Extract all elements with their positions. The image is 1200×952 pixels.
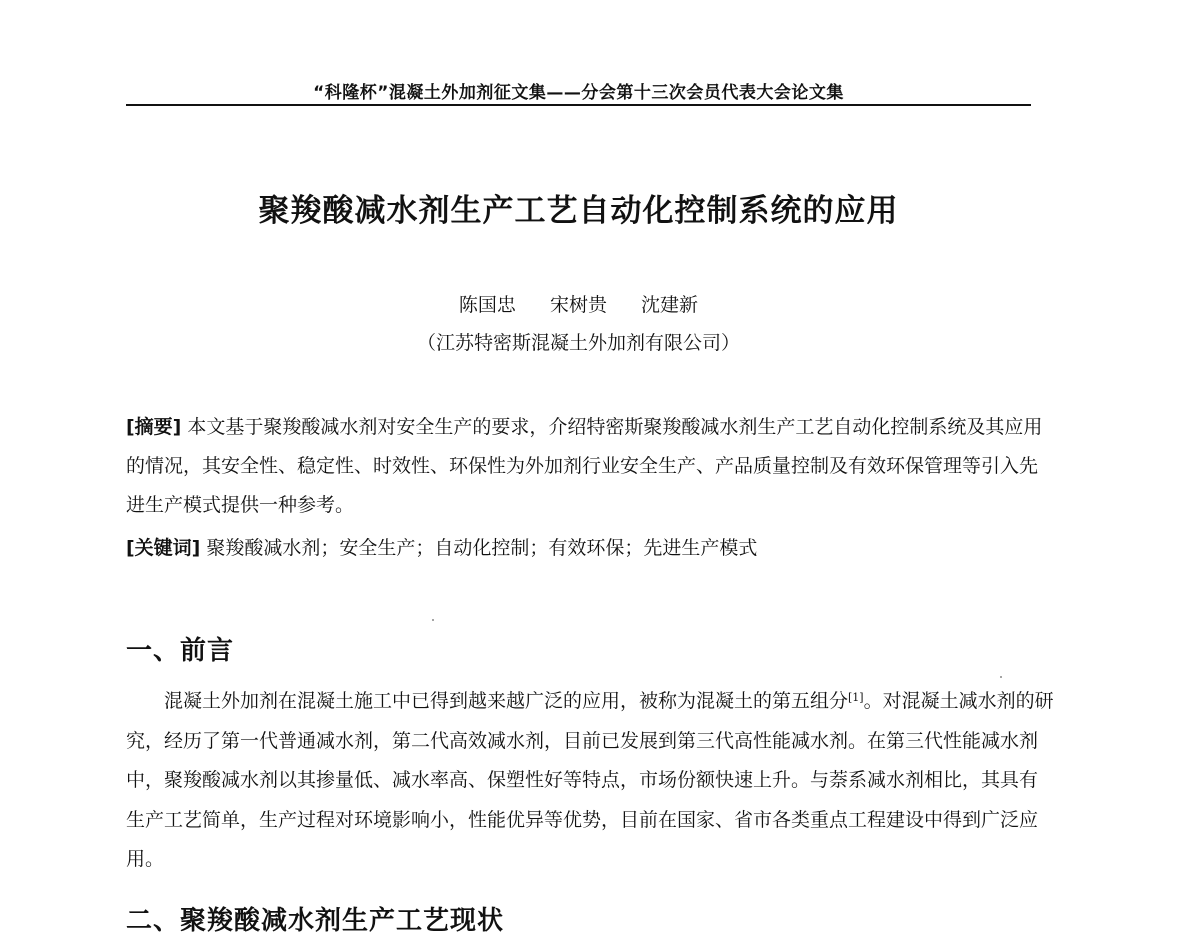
- affiliation: （江苏特密斯混凝土外加剂有限公司）: [416, 332, 740, 354]
- scan-speck: [1000, 676, 1002, 678]
- section-heading-production-status: 二、聚羧酸减水剂生产工艺现状: [126, 906, 505, 936]
- abstract: [126, 408, 1056, 525]
- scan-speck: [432, 619, 434, 621]
- introduction-paragraph: [126, 682, 1056, 880]
- citation-ref: [1]: [848, 691, 864, 704]
- author-name: 沈建新: [641, 294, 699, 316]
- abstract-text: 本文基于聚羧酸减水剂对安全生产的要求，介绍特密斯聚羧酸减水剂生产工艺自动化控制系统及其应用的情况，其安全性、稳定性、时效性、环保性为外加剂行业安全生产、产品质量控制及有效环保管理等引入先进生产模式提供一种参考。: [126, 416, 1043, 516]
- paragraph-text: 混凝土外加剂在混凝土施工中已得到越来越广泛的应用，被称为混凝土的第五组分: [164, 690, 849, 712]
- section-heading-introduction: 一、前言: [126, 636, 235, 666]
- running-header: “科隆杯”混凝土外加剂征文集——分会第十三次会员代表大会论文集: [313, 83, 844, 103]
- header-rule: [126, 104, 1031, 106]
- keywords-label: [关键词]: [126, 537, 201, 559]
- paragraph-text: 。对混凝土减水剂的研究，经历了第一代普通减水剂，第二代高效减水剂，目前已发展到第三代高性能减水剂。在第三代性能减水剂中，聚羧酸减水剂以其掺量低、减水率高、保塑性好等特点，市场份额快速上升。与萘系减水剂相比，其具有生产工艺简单，生产过程对环境影响小，性能优异等优势，目前在国家、省市各类重点工程建设中得到广泛应用。: [126, 690, 1054, 870]
- keywords: [126, 533, 1056, 563]
- paper-title: 聚羧酸减水剂生产工艺自动化控制系统的应用: [258, 193, 899, 229]
- author-name: 宋树贵: [549, 294, 607, 316]
- keywords-text: 聚羧酸减水剂；安全生产；自动化控制；有效环保；先进生产模式: [206, 537, 758, 559]
- abstract-label: [摘要]: [126, 416, 182, 438]
- author-list: [126, 290, 1031, 317]
- author-name: 陈国忠: [458, 294, 516, 316]
